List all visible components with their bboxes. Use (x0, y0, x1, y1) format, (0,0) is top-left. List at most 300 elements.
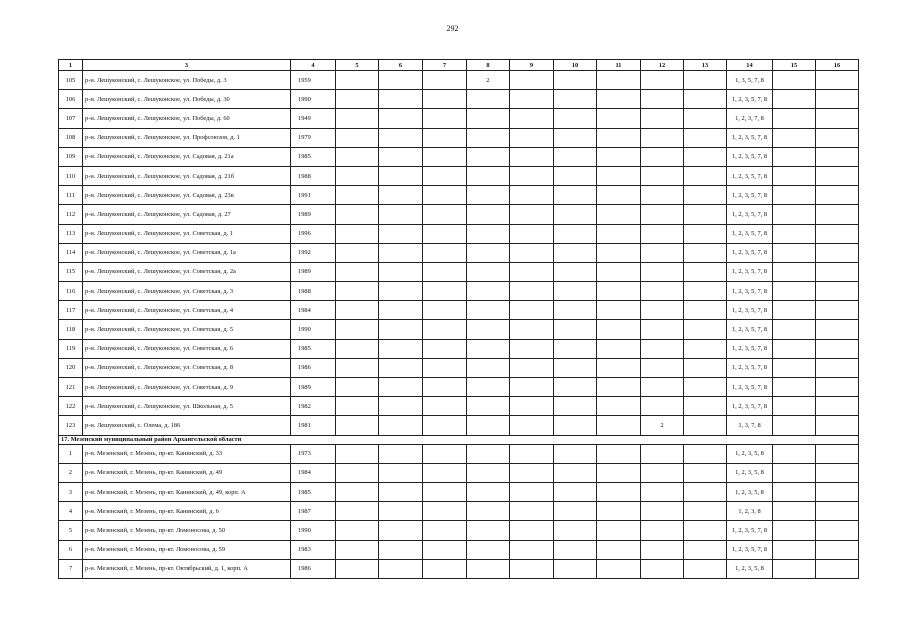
col-13-cell (684, 463, 727, 482)
table-row (59, 559, 859, 578)
col-6-cell (379, 320, 423, 339)
address-cell: р-н. Мезенский, г. Мезень, пр-кт. Канинский, д. 6 (83, 502, 291, 521)
col-5-cell (336, 186, 379, 205)
col-12-cell (641, 90, 684, 109)
col-6-cell (379, 224, 423, 243)
col-5-cell (336, 444, 379, 463)
col-10-cell (554, 224, 597, 243)
col-12-cell (641, 205, 684, 224)
col-16-cell (816, 339, 859, 358)
col-6-cell (379, 397, 423, 416)
address-cell: р-н. Лешуконский, с. Лешуконское, ул. Победы, д. 3 (83, 71, 291, 90)
year-cell: 1991 (291, 186, 336, 205)
col-13-cell (684, 301, 727, 320)
col-16-cell (816, 358, 859, 377)
col-8-cell (467, 166, 510, 185)
year-cell: 1989 (291, 205, 336, 224)
col-14-cell: 1, 2, 3, 8 (727, 502, 773, 521)
col-header-10: 10 (554, 60, 597, 71)
table-row (59, 521, 859, 540)
col-5-cell (336, 147, 379, 166)
col-14-cell: 1, 2, 3, 5, 7, 8 (727, 339, 773, 358)
col-7-cell (423, 128, 467, 147)
col-14-cell: 1, 2, 3, 5, 7, 8 (727, 397, 773, 416)
col-12-cell (641, 358, 684, 377)
col-header-13: 13 (684, 60, 727, 71)
col-10-cell (554, 339, 597, 358)
col-11-cell (597, 521, 641, 540)
col-16-cell (816, 521, 859, 540)
col-7-cell (423, 282, 467, 301)
col-header-3: 3 (83, 60, 291, 71)
col-16-cell (816, 282, 859, 301)
col-9-cell (510, 205, 554, 224)
col-7-cell (423, 90, 467, 109)
col-14-cell: 1, 2, 3, 5, 8 (727, 559, 773, 578)
col-15-cell (773, 262, 816, 281)
col-15-cell (773, 147, 816, 166)
col-11-cell (597, 463, 641, 482)
col-10-cell (554, 301, 597, 320)
col-header-16: 16 (816, 60, 859, 71)
col-14-cell: 1, 2, 3, 5, 8 (727, 444, 773, 463)
col-8-cell: 2 (467, 71, 510, 90)
row-number-cell: 116 (59, 282, 83, 301)
col-10-cell (554, 320, 597, 339)
col-7-cell (423, 502, 467, 521)
table-row (59, 71, 859, 90)
row-number-cell: 113 (59, 224, 83, 243)
row-number-cell: 1 (59, 444, 83, 463)
col-9-cell (510, 301, 554, 320)
col-15-cell (773, 339, 816, 358)
year-cell: 1985 (291, 147, 336, 166)
col-9-cell (510, 166, 554, 185)
col-8-cell (467, 444, 510, 463)
year-cell: 1959 (291, 71, 336, 90)
col-15-cell (773, 205, 816, 224)
col-8-cell (467, 186, 510, 205)
address-cell: р-н. Лешуконский, с. Лешуконское, ул. Садовая, д. 27 (83, 205, 291, 224)
col-10-cell (554, 444, 597, 463)
address-cell: р-н. Мезенский, г. Мезень, пр-кт. Канинский, д. 49, корп. А (83, 482, 291, 501)
col-9-cell (510, 502, 554, 521)
col-13-cell (684, 262, 727, 281)
col-8-cell (467, 559, 510, 578)
col-16-cell (816, 166, 859, 185)
row-number-cell: 108 (59, 128, 83, 147)
row-number-cell: 6 (59, 540, 83, 559)
address-cell: р-н. Лешуконский, с. Лешуконское, ул. Советская, д. 9 (83, 378, 291, 397)
col-5-cell (336, 540, 379, 559)
col-5-cell (336, 559, 379, 578)
col-13-cell (684, 90, 727, 109)
col-6-cell (379, 559, 423, 578)
year-cell: 1990 (291, 320, 336, 339)
col-15-cell (773, 502, 816, 521)
col-15-cell (773, 444, 816, 463)
col-7-cell (423, 416, 467, 435)
year-cell: 1989 (291, 378, 336, 397)
col-7-cell (423, 186, 467, 205)
col-header-12: 12 (641, 60, 684, 71)
year-cell: 1984 (291, 301, 336, 320)
col-15-cell (773, 463, 816, 482)
col-6-cell (379, 205, 423, 224)
col-8-cell (467, 482, 510, 501)
col-12-cell (641, 243, 684, 262)
col-12-cell (641, 320, 684, 339)
col-header-6: 6 (379, 60, 423, 71)
col-14-cell: 1, 2, 3, 5, 8 (727, 482, 773, 501)
col-15-cell (773, 397, 816, 416)
col-14-cell: 1, 2, 3, 5, 7, 8 (727, 90, 773, 109)
col-5-cell (336, 502, 379, 521)
col-15-cell (773, 186, 816, 205)
address-cell: р-н. Лешуконский, с. Лешуконское, ул. Советская, д. 8 (83, 358, 291, 377)
address-cell: р-н. Лешуконский, с. Лешуконское, ул. Профсоюзов, д. 1 (83, 128, 291, 147)
col-header-1: 1 (59, 60, 83, 71)
col-13-cell (684, 482, 727, 501)
col-7-cell (423, 71, 467, 90)
col-14-cell: 1, 2, 3, 5, 7, 8 (727, 262, 773, 281)
col-8-cell (467, 358, 510, 377)
address-cell: р-н. Лешуконский, с. Лешуконское, ул. Советская, д. 4 (83, 301, 291, 320)
col-11-cell (597, 186, 641, 205)
col-12-cell (641, 147, 684, 166)
col-11-cell (597, 262, 641, 281)
col-7-cell (423, 463, 467, 482)
page-number: 292 (446, 24, 459, 33)
col-15-cell (773, 166, 816, 185)
col-11-cell (597, 301, 641, 320)
col-10-cell (554, 559, 597, 578)
col-8-cell (467, 147, 510, 166)
col-13-cell (684, 502, 727, 521)
col-9-cell (510, 71, 554, 90)
col-14-cell: 1, 2, 3, 5, 7, 8 (727, 147, 773, 166)
col-14-cell: 1, 2, 3, 5, 7, 8 (727, 186, 773, 205)
col-6-cell (379, 282, 423, 301)
col-10-cell (554, 463, 597, 482)
col-7-cell (423, 540, 467, 559)
col-9-cell (510, 282, 554, 301)
col-6-cell (379, 521, 423, 540)
col-15-cell (773, 243, 816, 262)
col-5-cell (336, 301, 379, 320)
address-cell: р-н. Лешуконский, с. Лешуконское, ул. Садовая, д. 21а (83, 147, 291, 166)
row-number-cell: 3 (59, 482, 83, 501)
col-16-cell (816, 502, 859, 521)
col-6-cell (379, 301, 423, 320)
col-12-cell (641, 186, 684, 205)
table-row (59, 378, 859, 397)
row-number-cell: 121 (59, 378, 83, 397)
col-11-cell (597, 90, 641, 109)
col-14-cell: 1, 2, 3, 5, 7, 8 (727, 166, 773, 185)
col-9-cell (510, 186, 554, 205)
col-11-cell (597, 166, 641, 185)
col-6-cell (379, 358, 423, 377)
row-number-cell: 106 (59, 90, 83, 109)
table-row (59, 502, 859, 521)
address-cell: р-н. Мезенский, г. Мезень, пр-кт. Ломоносова, д. 59 (83, 540, 291, 559)
col-13-cell (684, 397, 727, 416)
col-15-cell (773, 224, 816, 243)
col-6-cell (379, 540, 423, 559)
col-14-cell: 1, 2, 3, 5, 7, 8 (727, 540, 773, 559)
col-7-cell (423, 262, 467, 281)
col-7-cell (423, 147, 467, 166)
col-6-cell (379, 90, 423, 109)
col-header-9: 9 (510, 60, 554, 71)
col-7-cell (423, 358, 467, 377)
col-11-cell (597, 502, 641, 521)
row-number-cell: 122 (59, 397, 83, 416)
year-cell: 1973 (291, 444, 336, 463)
col-9-cell (510, 109, 554, 128)
year-cell: 1985 (291, 482, 336, 501)
year-cell: 1985 (291, 339, 336, 358)
col-5-cell (336, 90, 379, 109)
col-14-cell: 1, 2, 3, 5, 7, 8 (727, 205, 773, 224)
col-8-cell (467, 109, 510, 128)
col-11-cell (597, 205, 641, 224)
col-16-cell (816, 109, 859, 128)
col-14-cell: 1, 2, 3, 5, 7, 8 (727, 358, 773, 377)
col-16-cell (816, 320, 859, 339)
col-9-cell (510, 482, 554, 501)
address-cell: р-н. Лешуконский, с. Лешуконское, ул. Советская, д. 6 (83, 339, 291, 358)
col-5-cell (336, 282, 379, 301)
col-9-cell (510, 147, 554, 166)
col-16-cell (816, 128, 859, 147)
col-13-cell (684, 147, 727, 166)
col-14-cell: 1, 2, 3, 5, 7, 8 (727, 521, 773, 540)
col-13-cell (684, 224, 727, 243)
row-number-cell: 107 (59, 109, 83, 128)
col-7-cell (423, 109, 467, 128)
col-12-cell (641, 482, 684, 501)
col-6-cell (379, 147, 423, 166)
col-11-cell (597, 147, 641, 166)
col-9-cell (510, 128, 554, 147)
col-15-cell (773, 559, 816, 578)
col-9-cell (510, 339, 554, 358)
col-12-cell (641, 128, 684, 147)
year-cell: 1981 (291, 416, 336, 435)
col-12-cell (641, 463, 684, 482)
col-12-cell (641, 339, 684, 358)
col-11-cell (597, 378, 641, 397)
col-11-cell (597, 416, 641, 435)
col-header-5: 5 (336, 60, 379, 71)
col-6-cell (379, 109, 423, 128)
col-12-cell (641, 262, 684, 281)
year-cell: 1986 (291, 559, 336, 578)
section-row (59, 435, 859, 444)
year-cell: 1989 (291, 262, 336, 281)
col-15-cell (773, 71, 816, 90)
col-14-cell: 1, 3, 7, 8 (727, 416, 773, 435)
table-row (59, 282, 859, 301)
address-cell: р-н. Лешуконский, с. Лешуконское, ул. Садовая, д. 21б (83, 166, 291, 185)
col-14-cell: 1, 2, 3, 5, 7, 8 (727, 282, 773, 301)
year-cell: 1986 (291, 358, 336, 377)
col-10-cell (554, 482, 597, 501)
col-11-cell (597, 282, 641, 301)
col-8-cell (467, 463, 510, 482)
col-13-cell (684, 128, 727, 147)
address-cell: р-н. Мезенский, г. Мезень, пр-кт. Канинский, д. 33 (83, 444, 291, 463)
col-10-cell (554, 262, 597, 281)
col-7-cell (423, 482, 467, 501)
col-13-cell (684, 243, 727, 262)
col-15-cell (773, 378, 816, 397)
col-10-cell (554, 358, 597, 377)
col-6-cell (379, 71, 423, 90)
col-15-cell (773, 540, 816, 559)
col-16-cell (816, 482, 859, 501)
col-13-cell (684, 444, 727, 463)
section-title: 17. Мезенский муниципальный район Архангельской области (59, 435, 859, 444)
col-11-cell (597, 224, 641, 243)
row-number-cell: 114 (59, 243, 83, 262)
col-6-cell (379, 128, 423, 147)
col-12-cell (641, 559, 684, 578)
table-row (59, 186, 859, 205)
col-8-cell (467, 339, 510, 358)
col-10-cell (554, 71, 597, 90)
address-cell: р-н. Мезенский, г. Мезень, пр-кт. Октябрьский, д. 1, корп. А (83, 559, 291, 578)
col-9-cell (510, 521, 554, 540)
col-11-cell (597, 540, 641, 559)
col-13-cell (684, 378, 727, 397)
address-cell: р-н. Мезенский, г. Мезень, пр-кт. Ломоносова, д. 50 (83, 521, 291, 540)
col-10-cell (554, 128, 597, 147)
col-11-cell (597, 243, 641, 262)
table-row (59, 397, 859, 416)
col-14-cell: 1, 2, 3, 7, 8 (727, 109, 773, 128)
col-7-cell (423, 224, 467, 243)
col-9-cell (510, 358, 554, 377)
col-10-cell (554, 282, 597, 301)
col-10-cell (554, 540, 597, 559)
col-14-cell: 1, 2, 3, 5, 7, 8 (727, 301, 773, 320)
col-11-cell (597, 71, 641, 90)
col-12-cell (641, 444, 684, 463)
col-12-cell (641, 71, 684, 90)
table-row (59, 109, 859, 128)
col-9-cell (510, 416, 554, 435)
table-row (59, 444, 859, 463)
col-5-cell (336, 463, 379, 482)
col-16-cell (816, 463, 859, 482)
col-5-cell (336, 521, 379, 540)
col-12-cell (641, 166, 684, 185)
col-5-cell (336, 71, 379, 90)
col-9-cell (510, 463, 554, 482)
col-8-cell (467, 243, 510, 262)
col-9-cell (510, 397, 554, 416)
col-16-cell (816, 224, 859, 243)
col-16-cell (816, 243, 859, 262)
col-16-cell (816, 301, 859, 320)
table-row (59, 224, 859, 243)
col-16-cell (816, 559, 859, 578)
col-12-cell: 2 (641, 416, 684, 435)
col-10-cell (554, 397, 597, 416)
col-5-cell (336, 378, 379, 397)
col-8-cell (467, 397, 510, 416)
col-5-cell (336, 243, 379, 262)
col-8-cell (467, 262, 510, 281)
row-number-cell: 123 (59, 416, 83, 435)
col-9-cell (510, 90, 554, 109)
table-row (59, 482, 859, 501)
year-cell: 1990 (291, 90, 336, 109)
table-row (59, 90, 859, 109)
col-7-cell (423, 444, 467, 463)
col-15-cell (773, 320, 816, 339)
col-15-cell (773, 90, 816, 109)
housing-table (58, 59, 859, 579)
col-7-cell (423, 378, 467, 397)
col-8-cell (467, 378, 510, 397)
col-9-cell (510, 243, 554, 262)
address-cell: р-н. Лешуконский, с. Лешуконское, ул. Советская, д. 1а (83, 243, 291, 262)
col-8-cell (467, 320, 510, 339)
col-12-cell (641, 521, 684, 540)
col-10-cell (554, 502, 597, 521)
row-number-cell: 7 (59, 559, 83, 578)
col-15-cell (773, 282, 816, 301)
col-10-cell (554, 166, 597, 185)
col-16-cell (816, 147, 859, 166)
year-cell: 1987 (291, 502, 336, 521)
col-15-cell (773, 301, 816, 320)
col-14-cell: 1, 2, 3, 5, 7, 8 (727, 128, 773, 147)
col-10-cell (554, 205, 597, 224)
col-10-cell (554, 186, 597, 205)
col-13-cell (684, 521, 727, 540)
address-cell: р-н. Лешуконский, с. Лешуконское, ул. Победы, д. 30 (83, 90, 291, 109)
col-7-cell (423, 521, 467, 540)
col-12-cell (641, 109, 684, 128)
col-7-cell (423, 301, 467, 320)
col-12-cell (641, 502, 684, 521)
row-number-cell: 119 (59, 339, 83, 358)
table-body (59, 71, 859, 579)
address-cell: р-н. Лешуконский, с. Лешуконское, ул. Советская, д. 2а (83, 262, 291, 281)
col-7-cell (423, 339, 467, 358)
col-7-cell (423, 320, 467, 339)
col-16-cell (816, 444, 859, 463)
col-8-cell (467, 90, 510, 109)
col-15-cell (773, 128, 816, 147)
year-cell: 1992 (291, 243, 336, 262)
col-5-cell (336, 358, 379, 377)
col-5-cell (336, 320, 379, 339)
col-10-cell (554, 378, 597, 397)
table-row (59, 540, 859, 559)
row-number-cell: 112 (59, 205, 83, 224)
table-row (59, 166, 859, 185)
year-cell: 1979 (291, 128, 336, 147)
year-cell: 1988 (291, 166, 336, 185)
col-10-cell (554, 109, 597, 128)
col-16-cell (816, 397, 859, 416)
